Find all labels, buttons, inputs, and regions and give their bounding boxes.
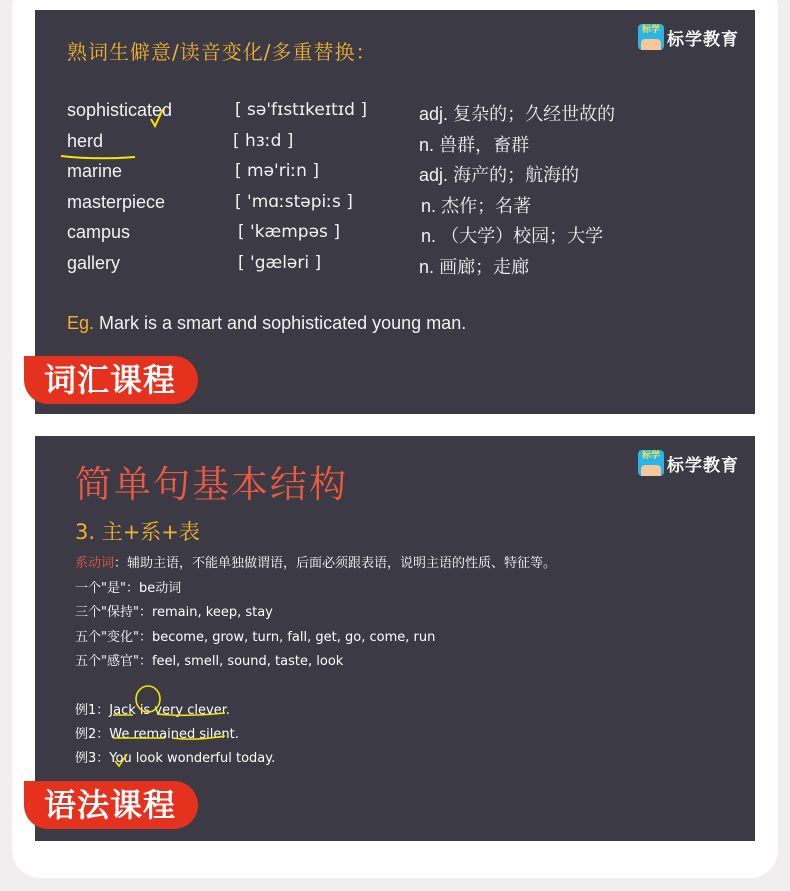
vocab-row: [35, 253, 755, 283]
brand-mascot-icon: [638, 24, 664, 50]
vocab-pos: n.: [421, 226, 437, 246]
logo-cap-text: 标学: [641, 451, 660, 461]
vocab-meaning: [419, 100, 615, 126]
grammar-term: 系动词: [75, 556, 115, 571]
vocab-word: herd: [67, 131, 104, 151]
vocab-meaning: [419, 131, 529, 157]
vocab-phonetic: [ 'kæmpəs ]: [238, 222, 340, 242]
vocab-heading: 熟词生僻意/读音变化/多重替换：: [67, 40, 377, 64]
vocab-word: gallery: [67, 253, 121, 273]
vocab-row: [35, 161, 755, 191]
vocab-definition: （大学）校园；大学: [441, 226, 604, 247]
vocab-phonetic: [ 'gæləri ]: [238, 253, 322, 273]
vocab-example: [67, 313, 466, 334]
vocab-meaning: [421, 192, 531, 218]
vocab-definition: 兽群，畜群: [439, 135, 530, 156]
vocab-meaning: [419, 253, 529, 279]
grammar-slide: [35, 436, 755, 841]
vocab-phonetic: [ mə'riːn ]: [235, 161, 319, 181]
vocab-pos: n.: [419, 135, 435, 155]
grammar-course-badge: 语法课程: [24, 781, 198, 829]
logo-cap-text: 标学: [641, 25, 660, 35]
vocab-pos: n.: [421, 196, 437, 216]
vocab-phonetic: [ 'mɑːstəpiːs ]: [235, 192, 353, 212]
brand-logo: [638, 24, 739, 50]
vocab-word: sophisticated: [67, 100, 173, 120]
vocab-definition: 复杂的；久经世故的: [453, 104, 616, 125]
grammar-example: 例3：You look wonderful today.: [75, 751, 276, 766]
vocab-pos: adj.: [419, 104, 449, 124]
vocab-definition: 海产的；航海的: [453, 165, 580, 186]
vocab-meaning: [421, 222, 603, 248]
example-sentence: Mark is a smart and sophisticated young man.: [94, 313, 467, 333]
vocab-phonetic: [ hɜːd ]: [233, 131, 294, 151]
vocab-row: [35, 192, 755, 222]
vocab-word: masterpiece: [67, 192, 166, 212]
example-label: Eg.: [67, 313, 95, 333]
grammar-example: 例1：Jack is very clever.: [75, 703, 230, 718]
grammar-definition: [75, 552, 556, 571]
grammar-example: 例2：We remained silent.: [75, 727, 239, 742]
brand-mascot-icon: [638, 450, 664, 476]
vocab-pos: n.: [419, 257, 435, 277]
vocabulary-slide: [35, 10, 755, 414]
brand-logo: [638, 450, 739, 476]
vocab-definition: 杰作；名著: [441, 196, 532, 217]
vocab-word: marine: [67, 161, 123, 181]
grammar-line: 五个"变化"：become, grow, turn, fall, get, go, come, run: [75, 630, 436, 645]
brand-name: 标学教育: [667, 455, 739, 476]
vocab-row: [35, 100, 755, 130]
vocab-phonetic: [ sə'fɪstɪkeɪtɪd ]: [235, 100, 367, 120]
grammar-title: 简单句基本结构: [75, 463, 348, 506]
brand-name: 标学教育: [667, 29, 739, 50]
vocabulary-course-badge: 词汇课程: [24, 356, 198, 404]
vocab-definition: 画廊；走廊: [439, 257, 530, 278]
vocab-row: [35, 222, 755, 252]
grammar-line: 五个"感官"：feel, smell, sound, taste, look: [75, 654, 344, 669]
grammar-line: 一个"是"：be动词: [75, 581, 182, 596]
grammar-term-description: ：辅助主语，不能单独做谓语，后面必须跟表语，说明主语的性质、特征等。: [114, 556, 557, 571]
grammar-subtitle: 3. 主+系+表: [75, 520, 200, 544]
vocab-row: [35, 131, 755, 161]
vocab-word: campus: [67, 222, 131, 242]
grammar-line: 三个"保持"：remain, keep, stay: [75, 605, 273, 620]
vocab-meaning: [419, 161, 579, 187]
vocab-pos: adj.: [419, 165, 449, 185]
